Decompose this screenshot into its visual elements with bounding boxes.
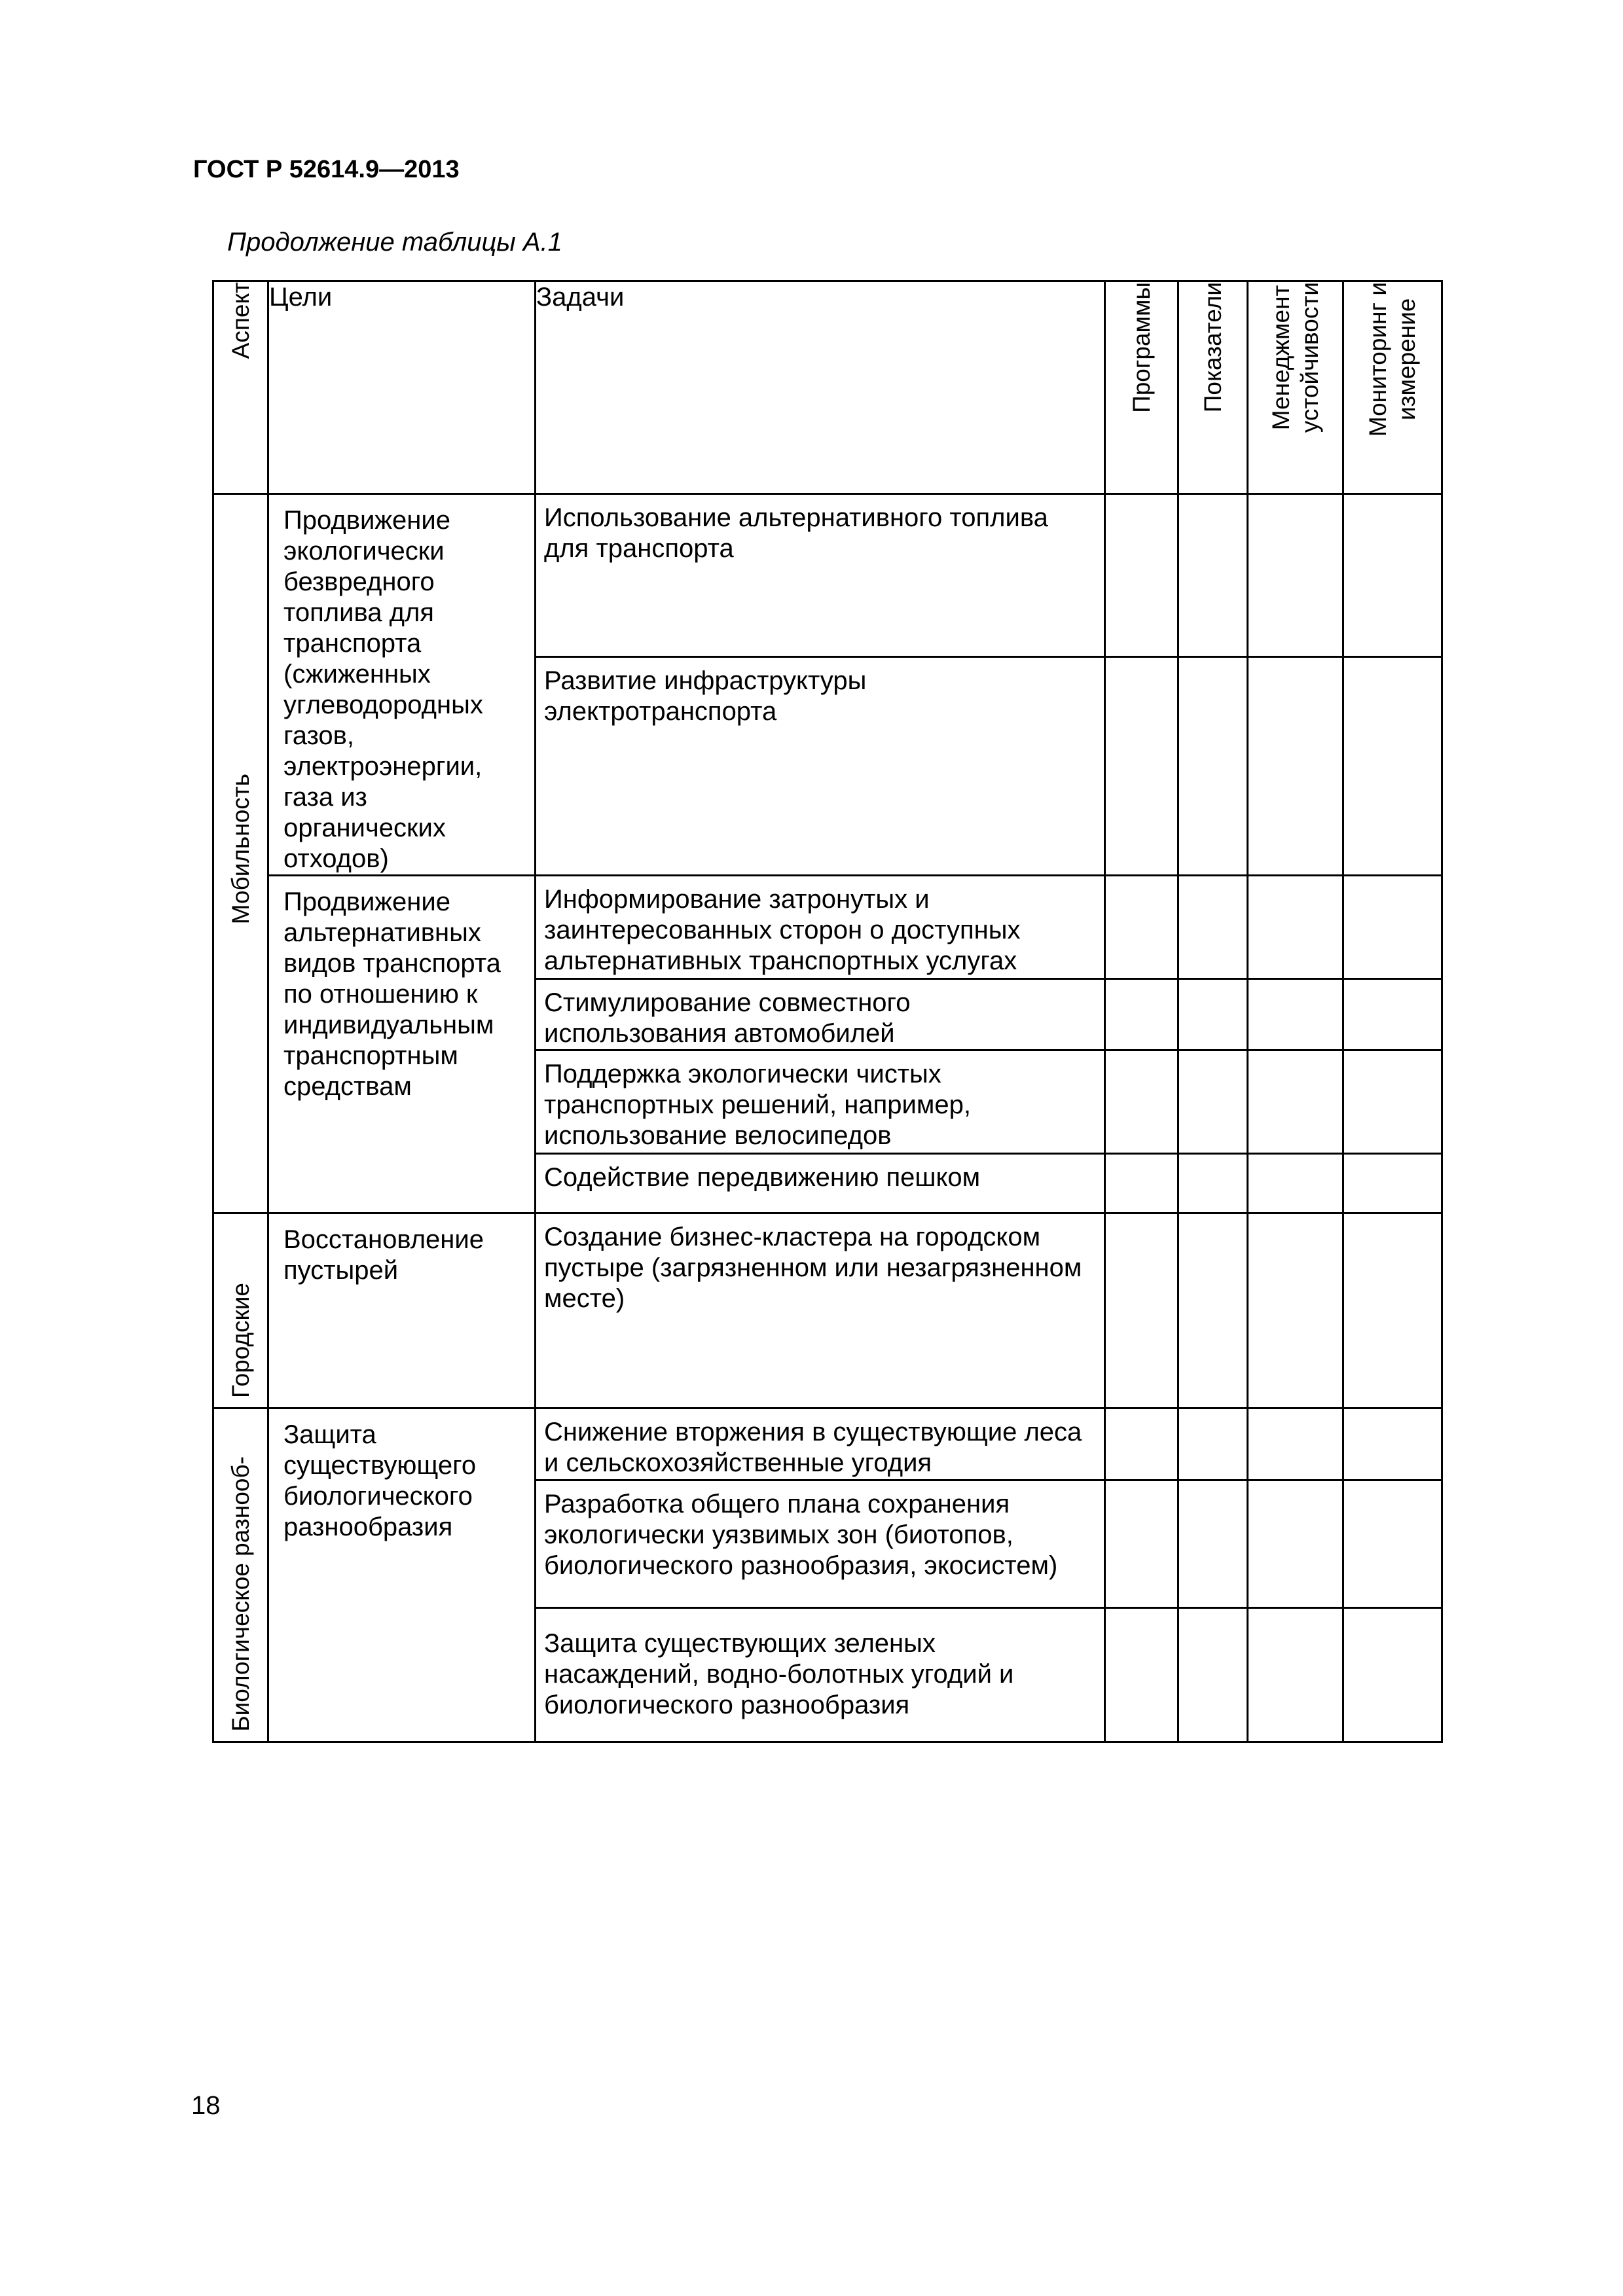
- task-cell: Информирование затронутых и заинтересованных сторон о доступных альтернативных транспортных услугах: [536, 876, 1105, 979]
- programs-cell: [1105, 979, 1178, 1050]
- programs-cell: [1105, 876, 1178, 979]
- programs-cell: [1105, 1213, 1178, 1408]
- management-cell: [1248, 657, 1343, 876]
- goal-cell: Восстановление пустырей: [268, 1213, 536, 1408]
- header-management: [1248, 281, 1343, 494]
- indicators-cell: [1178, 657, 1248, 876]
- programs-cell: [1105, 1408, 1178, 1480]
- header-programs: Программы: [1105, 281, 1178, 494]
- task-cell: Развитие инфраструктуры электротранспорта: [536, 657, 1105, 876]
- programs-cell: [1105, 1480, 1178, 1608]
- indicators-cell: [1178, 1154, 1248, 1213]
- table-row: [213, 876, 1442, 979]
- header-monitoring-text: Мониторинг и измерение: [1364, 282, 1420, 437]
- table-row: [213, 1408, 1442, 1480]
- indicators-cell: [1178, 1608, 1248, 1742]
- page-number: 18: [191, 2091, 221, 2120]
- management-cell: [1248, 1050, 1343, 1154]
- aspect-cell: Мобильность: [213, 494, 268, 1213]
- management-cell: [1248, 876, 1343, 979]
- task-cell: Создание бизнес-кластера на городском пустыре (загрязненном или незагрязненном месте): [536, 1213, 1105, 1408]
- monitoring-cell: [1343, 1213, 1442, 1408]
- task-cell: Стимулирование совместного использования автомобилей: [536, 979, 1105, 1050]
- goals-table: [212, 280, 1443, 1743]
- task-cell: Снижение вторжения в существующие леса и сельскохозяйственные угодия: [536, 1408, 1105, 1480]
- indicators-cell: [1178, 979, 1248, 1050]
- header-aspect: Аспект: [213, 281, 268, 494]
- indicators-cell: [1178, 494, 1248, 657]
- management-cell: [1248, 1154, 1343, 1213]
- goal-cell: Продвижение альтернативных видов транспорта по отношению к индивидуальным транспортным средствам: [268, 876, 536, 1213]
- header-goals: Цели: [268, 281, 536, 494]
- task-cell: Поддержка экологически чистых транспортных решений, например, использование велосипедов: [536, 1050, 1105, 1154]
- programs-cell: [1105, 1154, 1178, 1213]
- indicators-cell: [1178, 876, 1248, 979]
- management-cell: [1248, 1480, 1343, 1608]
- monitoring-cell: [1343, 1154, 1442, 1213]
- monitoring-cell: [1343, 494, 1442, 657]
- aspect-cell: Городские: [213, 1213, 268, 1408]
- document-code: ГОСТ Р 52614.9—2013: [193, 156, 460, 183]
- indicators-cell: [1178, 1050, 1248, 1154]
- table-row: [213, 494, 1442, 657]
- monitoring-cell: [1343, 1408, 1442, 1480]
- header-row: [213, 281, 1442, 494]
- management-cell: [1248, 1408, 1343, 1480]
- monitoring-cell: [1343, 1050, 1442, 1154]
- header-monitoring: [1343, 281, 1442, 494]
- management-cell: [1248, 979, 1343, 1050]
- management-cell: [1248, 494, 1343, 657]
- monitoring-cell: [1343, 1480, 1442, 1608]
- monitoring-cell: [1343, 979, 1442, 1050]
- monitoring-cell: [1343, 657, 1442, 876]
- programs-cell: [1105, 1050, 1178, 1154]
- programs-cell: [1105, 657, 1178, 876]
- management-cell: [1248, 1608, 1343, 1742]
- goal-cell: Продвижение экологически безвредного топлива для транспорта (сжиженных углеводородных газов, электроэнергии, газа из органических отходов): [268, 494, 536, 876]
- indicators-cell: [1178, 1480, 1248, 1608]
- monitoring-cell: [1343, 876, 1442, 979]
- table-row: [213, 1213, 1442, 1408]
- indicators-cell: [1178, 1408, 1248, 1480]
- header-indicators: Показатели: [1178, 281, 1248, 494]
- management-cell: [1248, 1213, 1343, 1408]
- programs-cell: [1105, 494, 1178, 657]
- table-caption: Продолжение таблицы А.1: [227, 228, 562, 257]
- indicators-cell: [1178, 1213, 1248, 1408]
- task-cell: Содействие передвижению пешком: [536, 1154, 1105, 1213]
- header-tasks: Задачи: [536, 281, 1105, 494]
- monitoring-cell: [1343, 1608, 1442, 1742]
- programs-cell: [1105, 1608, 1178, 1742]
- task-cell: Использование альтернативного топлива для транспорта: [536, 494, 1105, 657]
- aspect-cell: Биологическое разнооб-: [213, 1408, 268, 1742]
- goal-cell: Защита существующего биологического разнообразия: [268, 1408, 536, 1742]
- task-cell: Защита существующих зеленых насаждений, водно-болотных угодий и биологического разнообразия: [536, 1608, 1105, 1742]
- task-cell: Разработка общего плана сохранения экологически уязвимых зон (биотопов, биологического разнообразия, экосистем): [536, 1480, 1105, 1608]
- header-management-text: Менеджмент устойчивости: [1267, 282, 1323, 433]
